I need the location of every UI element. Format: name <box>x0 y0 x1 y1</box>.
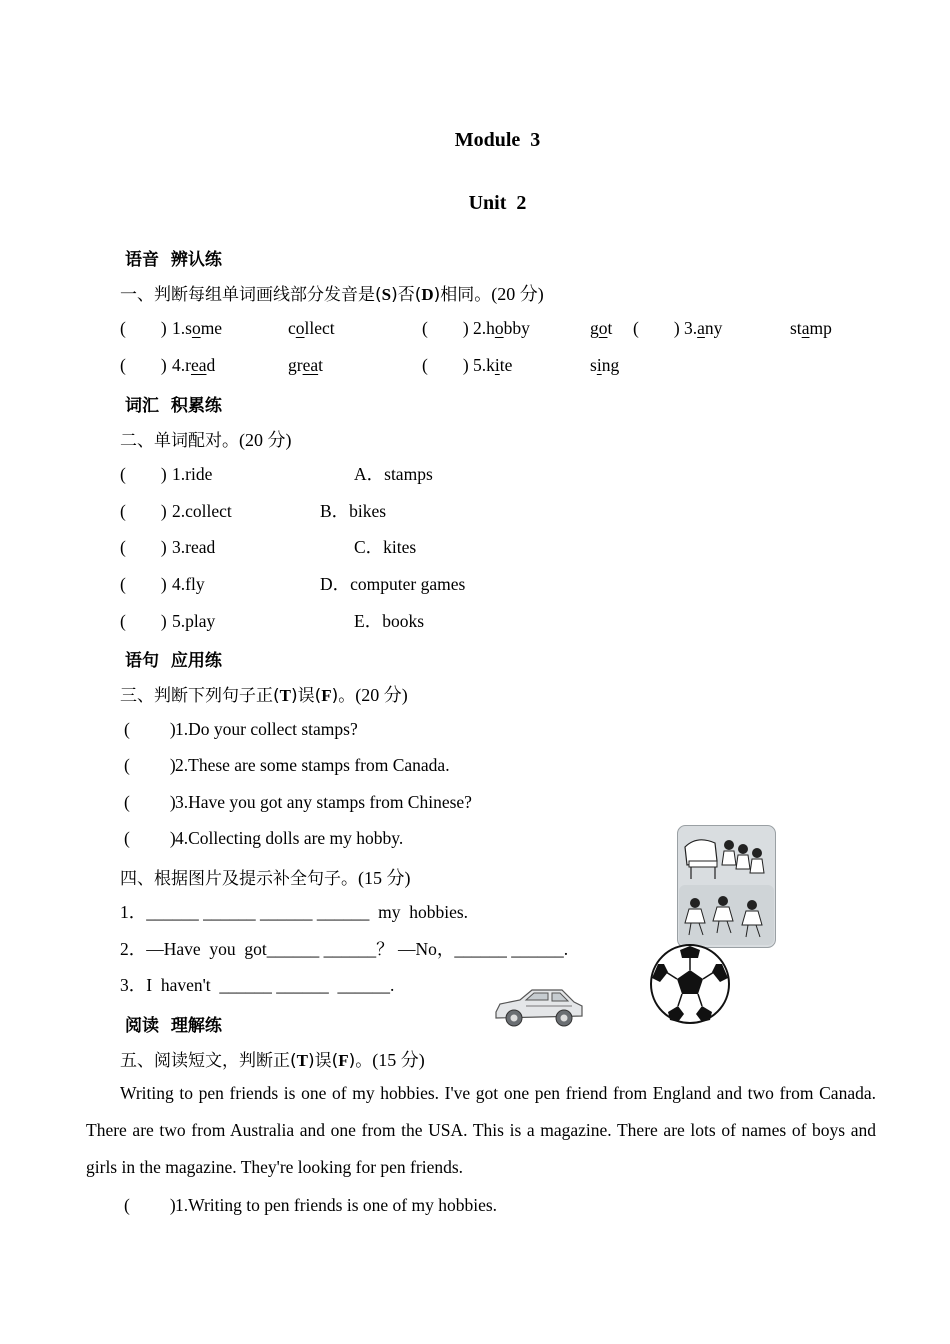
q1-instruction: 一、判断每组单词画线部分发音是(S)否(D)相同。(20 分) <box>120 284 544 305</box>
q1-paren-3[interactable]: ( ) <box>633 318 680 338</box>
q2-paren-5[interactable]: ( ) <box>120 611 167 631</box>
q2-option-d: D．computer games <box>320 574 466 594</box>
q2-option-c: C．kites <box>354 537 417 557</box>
q1-item-4: 4.read <box>172 355 216 375</box>
q2-paren-1[interactable]: ( ) <box>120 464 167 484</box>
q1-paren-5[interactable]: ( ) <box>422 355 469 375</box>
q2-option-b: B．bikes <box>320 501 387 521</box>
q2-paren-4[interactable]: ( ) <box>120 574 167 594</box>
q1-item-3-compare: stamp <box>790 318 832 338</box>
section-sentence: 语句 应用练 <box>125 651 222 671</box>
q1-paren-1[interactable]: ( ) <box>120 318 167 338</box>
q1-item-1-compare: collect <box>288 318 335 338</box>
module-title: Module 3 <box>454 129 541 151</box>
q3-paren-1[interactable]: ( ) <box>124 719 176 739</box>
q1-item-2-compare: got <box>590 318 613 338</box>
q3-sentence-1: 1.Do your collect stamps? <box>175 719 358 739</box>
football-picture <box>648 942 732 1026</box>
q1-item-1: 1.some <box>172 318 223 338</box>
q3-sentence-2: 2.These are some stamps from Canada. <box>175 755 450 775</box>
q1-item-2: 2.hobby <box>473 318 530 338</box>
q2-word-1: 1.ride <box>172 464 213 484</box>
q2-option-e: E．books <box>354 611 424 631</box>
q4-line-2[interactable]: 2．—Have you got______ ______？ —No，______ ______. <box>120 939 569 959</box>
q2-option-a: A．stamps <box>354 464 433 484</box>
hobbies-picture <box>677 825 776 948</box>
q3-sentence-4: 4.Collecting dolls are my hobby. <box>175 828 404 848</box>
q5-paren-1[interactable]: ( ) <box>124 1195 176 1215</box>
car-picture <box>492 982 586 1032</box>
q2-paren-2[interactable]: ( ) <box>120 501 167 521</box>
q1-paren-2[interactable]: ( ) <box>422 318 469 338</box>
q1-item-5-compare: sing <box>590 355 620 375</box>
section-reading: 阅读 理解练 <box>125 1016 222 1036</box>
q4-instruction: 四、根据图片及提示补全句子。(15 分) <box>120 868 411 889</box>
q3-sentence-3: 3.Have you got any stamps from Chinese? <box>175 792 472 812</box>
q5-statement-1: 1.Writing to pen friends is one of my hobbies. <box>175 1195 498 1215</box>
q2-paren-3[interactable]: ( ) <box>120 537 167 557</box>
q3-paren-2[interactable]: ( ) <box>124 755 176 775</box>
q4-line-3[interactable]: 3．I haven't ______ ______ ______. <box>120 975 395 995</box>
q3-instruction: 三、判断下列句子正(T)误(F)。(20 分) <box>120 685 408 706</box>
q2-word-5: 5.play <box>172 611 216 631</box>
section-phonics: 语音 辨认练 <box>125 250 222 270</box>
q2-instruction: 二、单词配对。(20 分) <box>120 430 292 451</box>
q3-paren-3[interactable]: ( ) <box>124 792 176 812</box>
q4-line-1[interactable]: 1．______ ______ ______ ______ my hobbies. <box>120 902 469 922</box>
q1-item-4-compare: great <box>288 355 323 375</box>
q2-word-2: 2.collect <box>172 501 232 521</box>
q1-item-3: 3.any <box>684 318 723 338</box>
q1-paren-4[interactable]: ( ) <box>120 355 167 375</box>
q2-word-3: 3.read <box>172 537 216 557</box>
reading-passage: Writing to pen friends is one of my hobbies. I've got one pen friend from England and two from Canada. There are two from Australia and one from the USA. This is a magazine. There are lots of names of boys and girls in the magazine. They're looking for pen friends. <box>86 1083 876 1177</box>
q1-item-5: 5.kite <box>473 355 513 375</box>
q2-word-4: 4.fly <box>172 574 205 594</box>
q3-paren-4[interactable]: ( ) <box>124 828 176 848</box>
unit-title: Unit 2 <box>468 192 527 214</box>
section-vocab: 词汇 积累练 <box>125 396 222 416</box>
q5-instruction: 五、阅读短文，判断正(T)误(F)。(15 分) <box>120 1050 425 1071</box>
